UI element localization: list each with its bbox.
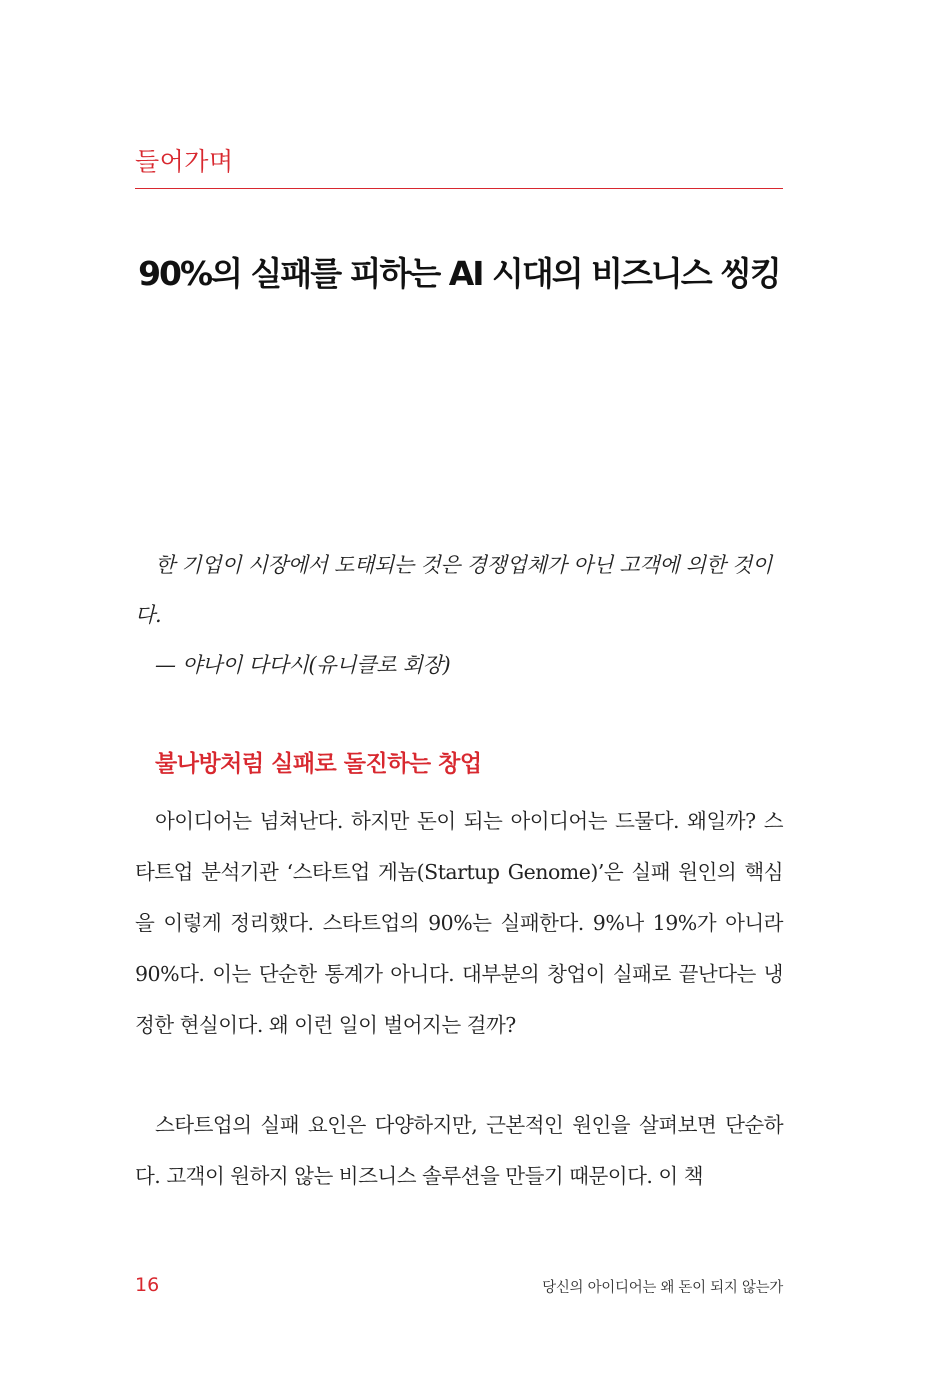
body-paragraph [135, 1100, 783, 1202]
epigraph-attribution: — 야나이 다다시(유니클로 회장) [155, 653, 451, 677]
paragraph-text: 스타트업의 실패 요인은 다양하지만, 근본적인 원인을 살펴보면 단순하다. 고객이 원하지 않는 비즈니스 솔루션을 만들기 때문이다. 이 책 [135, 1113, 783, 1188]
epigraph-quote: 한 기업이 시장에서 도태되는 것은 경쟁업체가 아닌 고객에 의한 것이다. [135, 553, 772, 627]
body-paragraph [135, 796, 783, 1051]
header-divider [135, 188, 783, 189]
paragraph-text: 아이디어는 넘쳐난다. 하지만 돈이 되는 아이디어는 드물다. 왜일까? 스타트업 분석기관 ‘스타트업 게놈(Startup Genome)’은 실패 원인의 핵심을 이렇게 정리했다. 스타트업의 90%는 실패한다. 9%나 19%가 아니라 90%다. 이는 단순한 통계가 아니다. 대부분의 창업이 실패로 끝난다는 냉정한 현실이다. 왜 이런 일이 벌어지는 걸까? [135, 809, 783, 1037]
chapter-title: 90%의 실패를 피하는 AI 시대의 비즈니스 씽킹 [138, 254, 780, 293]
section-label: 들어가며 [135, 147, 234, 176]
section-heading: 불나방처럼 실패로 돌진하는 창업 [155, 751, 482, 777]
running-title: 당신의 아이디어는 왜 돈이 되지 않는가 [542, 1280, 783, 1296]
page-number: 16 [135, 1274, 160, 1296]
epigraph [135, 540, 783, 690]
